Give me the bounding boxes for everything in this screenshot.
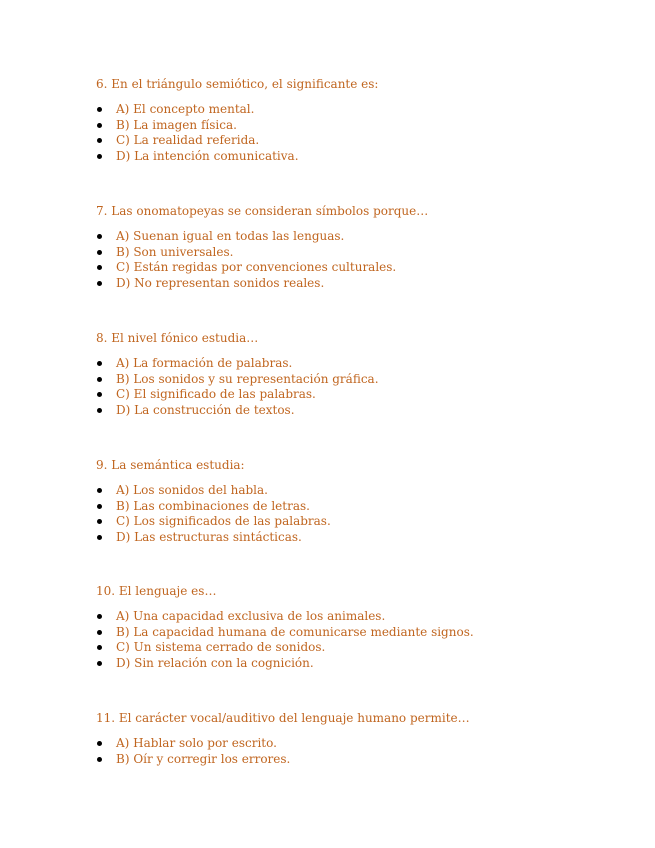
options-list bbox=[96, 356, 616, 418]
options-list bbox=[96, 102, 616, 164]
options-list bbox=[96, 736, 616, 767]
question-10 bbox=[96, 583, 616, 671]
option-a: A) La formación de palabras. bbox=[96, 356, 616, 372]
option-d: D) No representan sonidos reales. bbox=[96, 276, 616, 292]
option-a: A) Suenan igual en todas las lenguas. bbox=[96, 229, 616, 245]
question-title: 10. El lenguaje es… bbox=[96, 584, 217, 598]
options-list bbox=[96, 609, 616, 671]
option-a: A) Una capacidad exclusiva de los animales. bbox=[96, 609, 616, 625]
question-title: 7. Las onomatopeyas se consideran símbolos porque… bbox=[96, 204, 429, 218]
option-a: A) Los sonidos del habla. bbox=[96, 483, 616, 499]
option-b: B) La capacidad humana de comunicarse mediante signos. bbox=[96, 625, 616, 641]
question-title: 6. En el triángulo semiótico, el significante es: bbox=[96, 77, 379, 91]
question-title: 9. La semántica estudia: bbox=[96, 458, 245, 472]
option-b: B) La imagen física. bbox=[96, 118, 616, 134]
option-a: A) Hablar solo por escrito. bbox=[96, 736, 616, 752]
question-6 bbox=[96, 76, 616, 164]
option-c: C) Un sistema cerrado de sonidos. bbox=[96, 640, 616, 656]
option-d: D) La construcción de textos. bbox=[96, 403, 616, 419]
option-c: C) La realidad referida. bbox=[96, 133, 616, 149]
option-a: A) El concepto mental. bbox=[96, 102, 616, 118]
option-d: D) Las estructuras sintácticas. bbox=[96, 530, 616, 546]
options-list bbox=[96, 483, 616, 545]
option-c: C) El significado de las palabras. bbox=[96, 387, 616, 403]
option-b: B) Oír y corregir los errores. bbox=[96, 752, 616, 768]
question-7 bbox=[96, 203, 616, 291]
question-title: 11. El carácter vocal/auditivo del lenguaje humano permite… bbox=[96, 711, 470, 725]
option-c: C) Los significados de las palabras. bbox=[96, 514, 616, 530]
option-b: B) Los sonidos y su representación gráfica. bbox=[96, 372, 616, 388]
question-title: 8. El nivel fónico estudia… bbox=[96, 331, 259, 345]
option-b: B) Son universales. bbox=[96, 245, 616, 261]
question-9 bbox=[96, 457, 616, 545]
option-d: D) La intención comunicativa. bbox=[96, 149, 616, 165]
question-8 bbox=[96, 330, 616, 418]
option-d: D) Sin relación con la cognición. bbox=[96, 656, 616, 672]
options-list bbox=[96, 229, 616, 291]
question-11 bbox=[96, 710, 616, 767]
option-c: C) Están regidas por convenciones culturales. bbox=[96, 260, 616, 276]
option-b: B) Las combinaciones de letras. bbox=[96, 499, 616, 515]
